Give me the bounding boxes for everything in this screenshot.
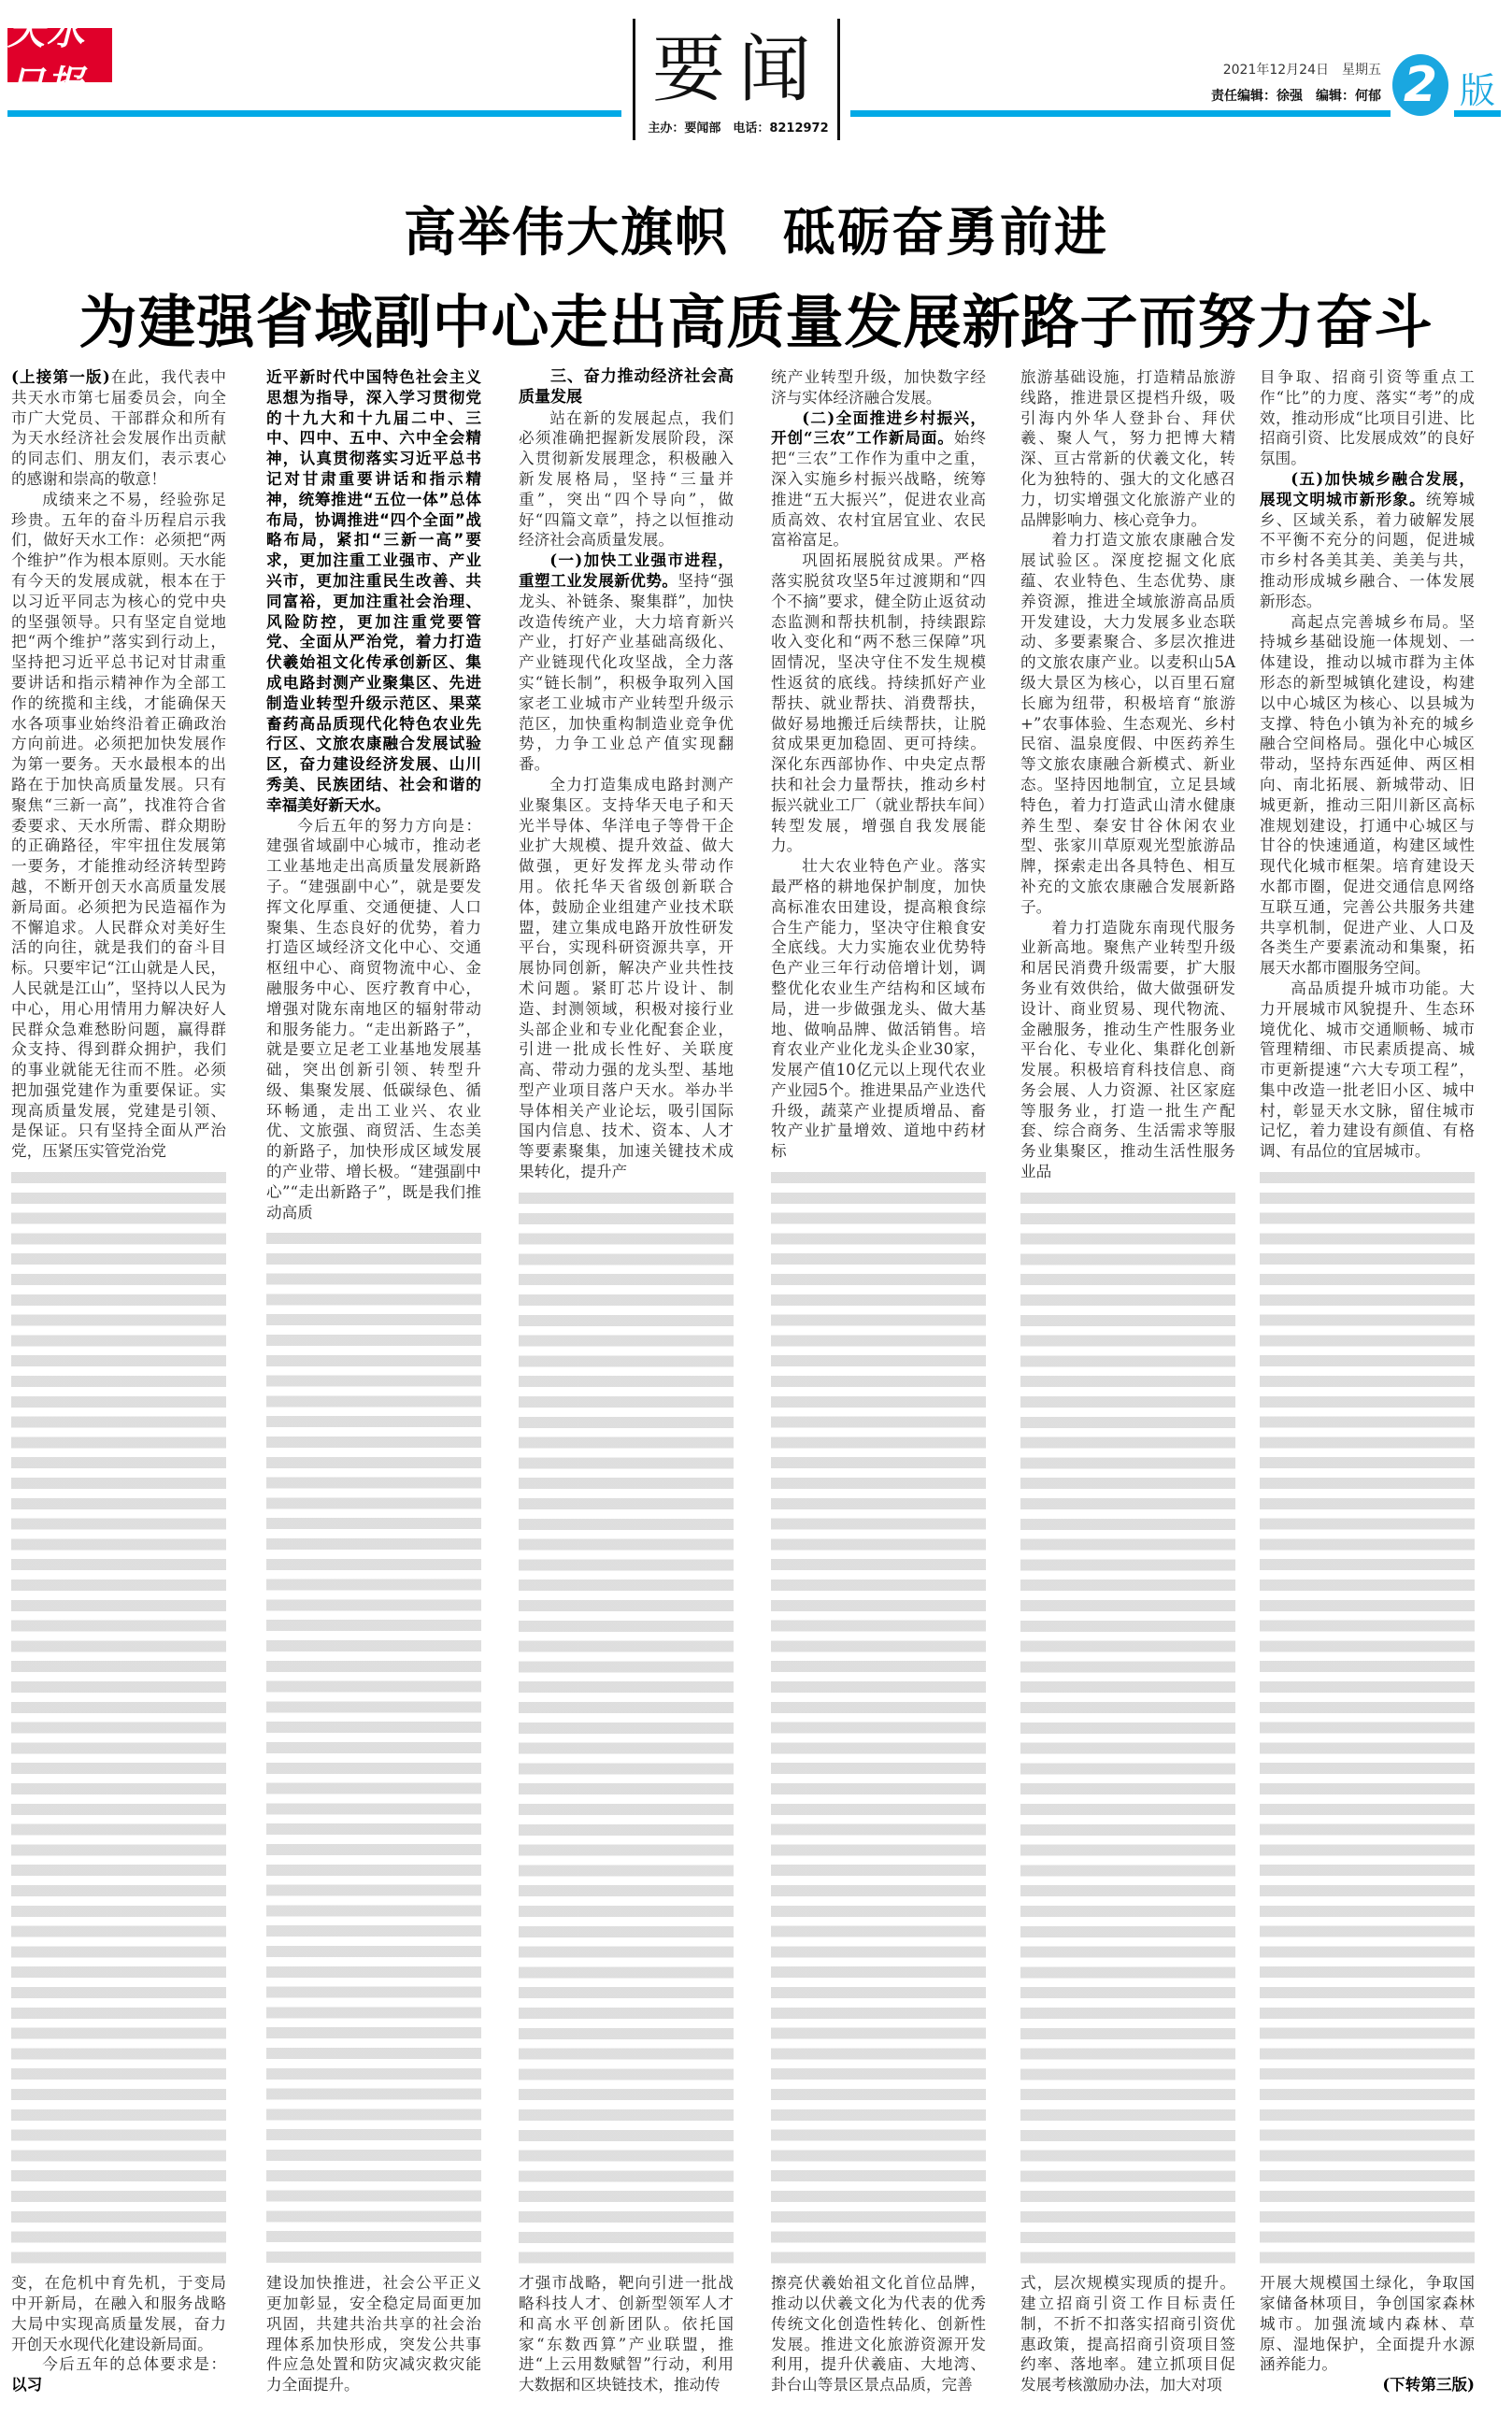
paragraph-text: 坚持“强龙头、补链条、聚集群”，加快改造传统产业，大力培育新兴产业，打好产业基础高级化、产业链现代化攻坚战，全力落实“链长制”，积极争取列入国家老工业城市产业转型升级示范区，加快重构制造业竞争优势，力争工业总产值实现翻番。 [519, 571, 735, 774]
section-title: 要闻 [651, 28, 824, 112]
section-heading: 三、奋力推动经济社会高质量发展 [519, 367, 734, 407]
header-divider-left [633, 19, 635, 140]
paragraph [1260, 469, 1475, 612]
page-suffix: 版 [1460, 70, 1496, 111]
header-divider-right [837, 19, 840, 140]
paragraph: 站在新的发展起点，我们必须准确把握新发展阶段，深入贯彻新发展理念，积极融入新发展格局，坚持“三量并重”，突出“四个导向”，做好“四篇文章”，持之以恒推动经济社会高质量发展。 [519, 408, 734, 550]
paragraph: 建设加快推进，社会公平正义更加彰显，安全稳定局面更加巩固，共建共治共享的社会治理体系加快形成，突发公共事件应急处置和防灾减灾救灾能力全面提升。 [266, 2274, 481, 2395]
paragraph: 高起点完善城乡布局。坚持城乡基础设施一体规划、一体建设，推动以城市群为主体形态的新型城镇化建设，构建以中心城区为核心、以县城为支撑、特色小镇为补充的城乡融合空间格局。强化中心城区带动，坚持东西延伸、两区相向、南北拓展、新城带动、旧城更新，推动三阳川新区高标准规划建设，打通中心城区与甘谷的快速通道，构建区域性现代化城市框架。培育建设天水都市圈，促进交通信息网络互联互通，完善公共服务共建共享机制，促进产业、人口及各类生产要素流动和集聚，拓展天水都市圈服务空间。 [1260, 612, 1475, 978]
headline-sub: 为建强省域副中心走出高质量发展新路子而努力奋斗 [78, 288, 1434, 356]
article-column-2 [266, 367, 481, 2395]
body-text-continued [11, 1167, 226, 2267]
paragraph: 才强市战略，靶向引进一批战略科技人才、创新型领军人才和高水平创新团队。依托国家“东数西算”产业联盟，推进“上云用数赋智”行动，利用大数据和区块链技术，推动传 [519, 2274, 734, 2395]
paragraph: 擦亮伏羲始祖文化首位品牌，推动以伏羲文化为代表的优秀传统文化创造性转化、创新性发展。推进文化旅游资源开发利用，提升伏羲庙、大地湾、卦台山等景区景点品质，完善 [771, 2274, 986, 2395]
page-number-badge: 2 [1392, 54, 1448, 116]
paragraph-text: 统筹城乡、区域关系，着力破解发展不平衡不充分的问题，促进城市乡村各美其美、美美与共，推动形成城乡融合、一体发展新形态。 [1260, 490, 1476, 610]
paragraph [11, 367, 226, 490]
article-column-1 [11, 367, 226, 2395]
paragraph: 全力打造集成电路封测产业聚集区。支持华天电子和天光半导体、华洋电子等骨干企业扩大规模、提升效益、做大做强，更好发挥龙头带动作用。依托华天省级创新联合体，鼓励企业组建产业技术联盟，建立集成电路开放性研发平台，实现科研资源共享，开展协同创新，解决产业共性技术问题。紧盯芯片设计、制造、封测领域，积极对接行业头部企业和专业化配套企业，引进一批成长性好、关联度高、带动力强的龙头型、基地型产业项目落户天水。举办半导体相关产业论坛，吸引国际国内信息、技术、资本、人才等要素聚集，加速关键技术成果转化，提升产 [519, 775, 734, 1181]
issue-date: 2021年12月24日 星期五 [1222, 63, 1381, 78]
paragraph: 高品质提升城市功能。大力开展城市风貌提升、生态环境优化、城市交通顺畅、城市管理精细、市民素质提高、城市更新提速“六大专项工程”，集中改造一批老旧小区、城中村，彰显天水文脉，留住城市记忆，着力建设有颜值、有格调、有品位的宜居城市。 [1260, 979, 1475, 1161]
paragraph-bold-text: 以习 [11, 2375, 43, 2395]
body-text-continued [771, 1167, 986, 2267]
body-text-continued [1020, 1188, 1235, 2267]
paragraph [11, 2354, 226, 2395]
paragraph-text: 在此，我代表中共天水市第七届委员会，向全市广大党员、干部群众和所有为天水经济社会发展作出贡献的同志们、朋友们，表示衷心的感谢和崇高的敬意！ [11, 368, 227, 488]
section-sponsor: 主办：要闻部 电话：8212972 [648, 122, 829, 136]
subsection-heading: (一)加快工业强市进程，重塑工业发展新优势。 [519, 550, 734, 590]
paragraph: 成绩来之不易，经验弥足珍贵。五年的奋斗历程启示我们，做好天水工作：必须把“两个维护”作为根本原则。天水能有今天的发展成就，根本在于以习近平同志为核心的党中央的坚强领导。只有坚定自觉地把“两个维护”落实到行动上，坚持把习近平总书记对甘肃重要讲话和指示精神作为全部工作的统揽和主线，才能确保天水各项事业始终沿着正确政治方向前进。必须把加快发展作为第一要务。天水最根本的出路在于加快高质量发展。只有聚焦“三新一高”，找准符合省委要求、天水所需、群众期盼的正确路径，牢牢扭住发展第一要务，才能推动经济转型跨越，不断开创天水高质量发展新局面。必须把为民造福作为不懈追求。人民群众对美好生活的向往，就是我们的奋斗目标。只要牢记“江山就是人民，人民就是江山”，坚持以人民为中心，用心用情用力解决好人民群众急难愁盼问题，赢得群众支持、得到群众拥护，我们的事业就能无往而不胜。必须把加强党建作为重要保证。实现高质量发展，党建是引领、是保证。只有坚持全面从严治党，压紧压实管党治党 [11, 490, 226, 1161]
header-rule-right [850, 110, 1391, 117]
paragraph: 今后五年的努力方向是：建强省域副中心城市，推动老工业基地走出高质量发展新路子。“建强副中心”，就是要发挥文化厚重、交通便捷、人口聚集、生态良好的优势，着力打造区域经济文化中心、交通枢纽中心、商贸物流中心、金融服务中心、医疗教育中心，增强对陇东南地区的辐射带动和服务能力。“走出新路子”，就是要立足老工业基地发展基础，突出创新引领、转型升级、集聚发展、低碳绿色、循环畅通，走出工业兴、农业优、文旅强、商贸活、生态美的新路子，加快形成区域发展的产业带、增长极。“建强副中心”“走出新路子”，既是我们推动高质 [266, 816, 481, 1222]
paragraph: 统产业转型升级，加快数字经济与实体经济融合发展。 [771, 368, 986, 407]
article-column-4 [771, 367, 986, 2395]
editor-credits: 责任编辑：徐强 编辑：何郁 [1211, 89, 1381, 104]
article-column-5 [1020, 367, 1235, 2395]
logo-text: 天水日报 [7, 9, 86, 107]
paragraph: 式，层次规模实现质的提升。建立招商引资工作目标责任制，不折不扣落实招商引资优惠政策，提高招商引资项目签约率、落地率。建立抓项目促发展考核激励办法，加大对项 [1020, 2274, 1235, 2395]
general-requirements-text: 近平新时代中国特色社会主义思想为指导，深入学习贯彻党的十九大和十九届二中、三中、四中、五中、六中全会精神，认真贯彻落实习近平总书记对甘肃重要讲话和指示精神，统筹推进“五位一体”总体布局，协调推进“四个全面”战略布局，紧扣“三新一高”要求，更加注重工业强市、产业兴市，更加注重民生改善、共同富裕，更加注重社会治理、风险防控，更加注重党要管党、全面从严治党，着力打造伏羲始祖文化传承创新区、集成电路封测产业聚集区、先进制造业转型升级示范区、果菜畜药高品质现代化特色农业先行区、文旅农康融合发展试验区，奋力建设经济发展、山川秀美、民族团结、社会和谐的幸福美好新天水。 [266, 368, 481, 814]
subsection-heading: (二)全面推进乡村振兴，开创“三农”工作新局面。 [771, 407, 986, 448]
paragraph: 壮大农业特色产业。落实最严格的耕地保护制度，加快高标准农田建设，提高粮食综合生产能力，坚决守住粮食安全底线。大力实施农业优势特色产业三年行动倍增计划，调整优化农业生产结构和区域布局，进一步做强龙头、做大基地、做响品牌、做活销售。培育农业产业化龙头企业30家，发展产值10亿元以上现代农业产业园5个。推进果品产业迭代升级，蔬菜产业提质增品、畜牧产业扩量增效、道地中药材标 [771, 857, 986, 1161]
continued-on-page-label[interactable]: (下转第三版) [1382, 2375, 1475, 2395]
paragraph [771, 408, 986, 551]
paragraph: 旅游基础设施，打造精品旅游线路，推进景区提档升级，吸引海内外华人登卦台、拜伏羲、聚人气，努力把博大精深、亘古常新的伏羲文化，转化为独特的、强大的文化感召力，切实增强文化旅游产业的品牌影响力、核心竞争力。 [1020, 368, 1235, 529]
subsection-heading: (五)加快城乡融合发展，展现文明城市新形象。 [1260, 468, 1475, 508]
continued-from-label: (上接第一版) [11, 367, 110, 386]
article-column-6 [1260, 367, 1475, 2395]
paragraph: 目争取、招商引资等重点工作“比”的力度、落实“考”的成效，推动形成“比项目引进、比招商引资、比发展成效”的良好氛围。 [1260, 368, 1475, 468]
article-column-3 [519, 367, 734, 2395]
paragraph: 巩固拓展脱贫成果。严格落实脱贫攻坚5年过渡期和“四个不摘”要求，健全防止返贫动态监测和帮扶机制，持续跟踪收入变化和“两不愁三保障”巩固情况，坚决守住不发生规模性返贫的底线。持续抓好产业帮扶、就业帮扶、消费帮扶，做好易地搬迁后续帮扶，让脱贫成果更加稳固、更可持续。深化东西部协作、中央定点帮扶和社会力量帮扶，推动乡村振兴就业工厂（就业帮扶车间）转型发展，增强自我发展能力。 [771, 551, 986, 855]
paragraph-text: 今后五年的总体要求是： [42, 2355, 226, 2374]
newspaper-logo [7, 9, 112, 107]
paragraph-text: 始终把“三农”工作作为重中之重，深入实施乡村振兴战略，统筹推进“五大振兴”，促进农业高质高效、农村宜居宜业、农民富裕富足。 [771, 429, 986, 550]
paragraph: 着力打造文旅农康融合发展试验区。深度挖掘文化底蕴、农业特色、生态优势、康养资源，推进全域旅游高品质开发建设，大力发展多业态联动、多要素聚合、多层次推进的文旅农康产业。以麦积山5A级大景区为核心，以百里石窟长廊为纽带，积极培育“旅游+”农事体验、生态观光、乡村民宿、温泉度假、中医药养生等文旅农康融合新模式、新业态。坚持因地制宜，立足县域特色，着力打造武山清水健康养生型、秦安甘谷休闲农业型、张家川草原观光型旅游品牌，探索走出各具特色、相互补充的文旅农康融合发展新路子。 [1020, 531, 1235, 916]
headline-main: 高举伟大旗帜 砥砺奋勇前进 [404, 203, 1108, 264]
paragraph: 变，在危机中育先机，于变局中开新局，在融入和服务战略大局中实现高质量发展，奋力开创天水现代化建设新局面。 [11, 2274, 226, 2353]
body-text-continued [1260, 1167, 1475, 2267]
paragraph [519, 550, 734, 775]
body-text-continued [266, 1228, 481, 2267]
header-rule-left [7, 110, 621, 117]
body-text-continued [519, 1188, 734, 2267]
paragraph: 开展大规模国土绿化，争取国家储备林项目，争创国家森林城市。加强流域内森林、草原、湿地保护，全面提升水源涵养能力。 [1260, 2274, 1475, 2374]
paragraph: 着力打造陇东南现代服务业新高地。聚焦产业转型升级和居民消费升级需要，扩大服务业有效供给，做大做强研发设计、商业贸易、现代物流、金融服务，推动生产性服务业平台化、专业化、集群化创新发展。积极培育科技信息、商务会展、人力资源、社区家庭等服务业，打造一批生产配套、综合商务、生活需求等服务业集聚区，推动生活性服务业品 [1020, 918, 1235, 1181]
